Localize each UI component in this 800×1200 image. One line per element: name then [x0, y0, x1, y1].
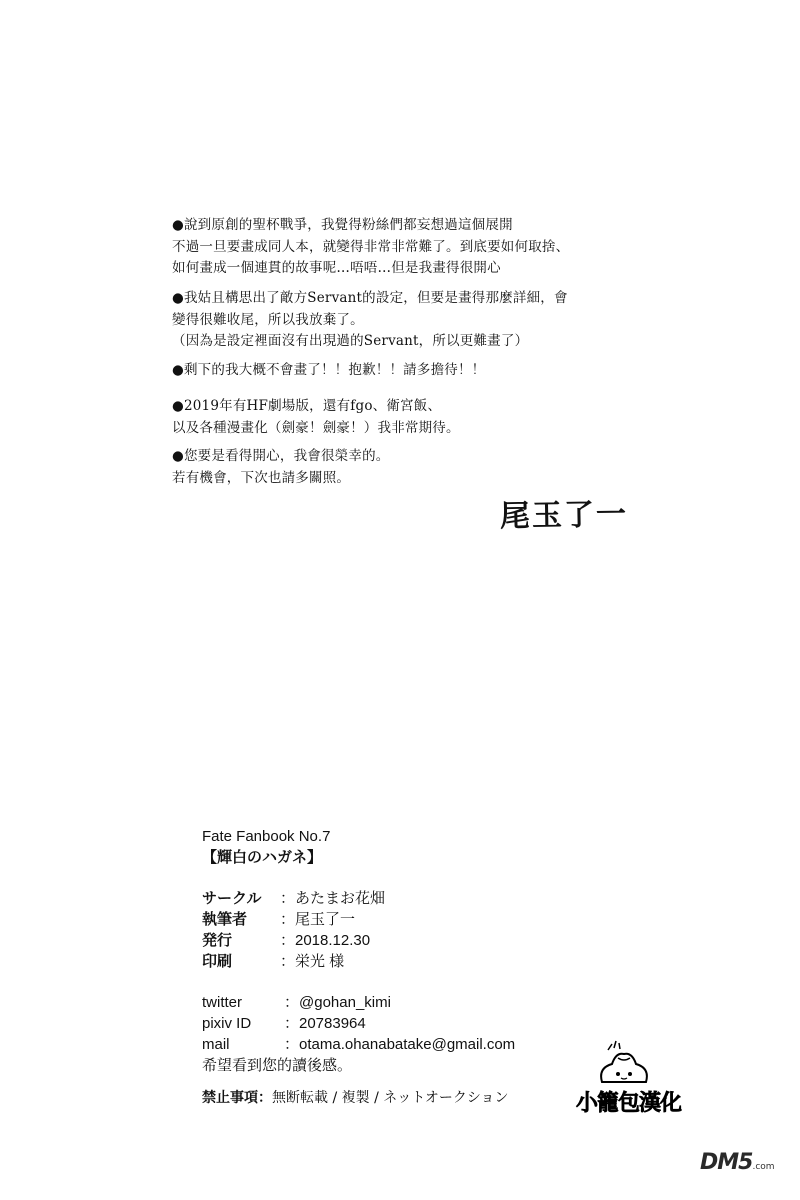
credit-value: ：栄光 様: [280, 953, 345, 970]
feedback-note: 希望看到您的讀後感。: [202, 1057, 353, 1074]
afterword-line: ●剩下的我大概不會畫了！！抱歉！！請多擔待！！: [172, 362, 486, 378]
afterword-line: （因為是設定裡面沒有出現過的Servant，所以更難畫了）: [172, 333, 529, 349]
dumpling-icon: [594, 1040, 654, 1090]
watermark-sub: .com: [752, 1162, 775, 1172]
afterword-line: 變得很難收尾，所以我放棄了。: [172, 311, 364, 328]
colophon: [202, 826, 622, 1076]
contact-row: [202, 1034, 622, 1055]
afterword-line: 如何畫成一個連貫的故事呢…唔唔…但是我畫得很開心: [172, 260, 501, 276]
afterword-paragraph: [172, 288, 642, 353]
afterword-line: 不過一旦要畫成同人本，就變得非常非常難了。到底要如何取捨、: [172, 238, 570, 255]
watermark-main: DM5: [700, 1150, 753, 1175]
afterword-paragraph: [172, 215, 642, 280]
credit-label: 印刷: [202, 953, 233, 970]
credit-row: [202, 951, 622, 972]
credit-row: [202, 888, 622, 909]
scanlation-group-logo: [572, 1040, 712, 1120]
contact-value: ：20783964: [284, 1015, 366, 1032]
book-title: 【輝白のハガネ】: [202, 849, 323, 866]
contact-row: [202, 992, 622, 1013]
prohibition-text: 無断転載 / 複製 / ネットオークション: [272, 1090, 509, 1106]
contacts-list: [202, 992, 622, 1055]
afterword-paragraph: [172, 446, 642, 489]
credit-label: サークル: [202, 890, 262, 907]
group-name: 小籠包漢化: [576, 1091, 682, 1116]
afterword-line: ●我姑且構思出了敵方Servant的設定，但要是畫得那麼詳細，會: [172, 290, 568, 306]
afterword-line: ●您要是看得開心，我會很榮幸的。: [172, 448, 390, 464]
credit-value: ：尾玉了一: [280, 911, 356, 928]
afterword-paragraph: [172, 396, 642, 439]
afterword-line: ●說到原創的聖杯戰爭，我覺得粉絲們都妄想過這個展開: [172, 217, 513, 233]
prohibition-label: 禁止事項：: [202, 1090, 272, 1106]
contact-value: ：@gohan_kimi: [284, 994, 391, 1011]
afterword-paragraph: [172, 360, 642, 382]
afterword-line: ●2019年有HF劇場版，還有fgo、衛宮飯、: [172, 398, 442, 414]
credit-value: ：あたまお花畑: [280, 890, 386, 907]
contact-row: [202, 1013, 622, 1034]
prohibition-notice: [202, 1087, 509, 1107]
afterword-line: 若有機會，下次也請多關照。: [172, 469, 351, 486]
credit-label: 発行: [202, 932, 233, 949]
contact-label: twitter: [202, 994, 243, 1011]
credits-list: [202, 888, 622, 972]
credit-row: [202, 930, 622, 951]
contact-label: pixiv ID: [202, 1015, 252, 1032]
book-series: Fate Fanbook No.7: [202, 828, 331, 845]
site-watermark: [700, 1150, 795, 1190]
handwritten-signature: 尾玉了一: [499, 496, 629, 535]
credit-value: ：2018.12.30: [280, 932, 371, 949]
afterword-line: 以及各種漫畫化（劍豪！劍豪！）我非常期待。: [172, 419, 460, 436]
credit-label: 執筆者: [202, 911, 248, 928]
credit-row: [202, 909, 622, 930]
contact-label: mail: [202, 1036, 230, 1053]
contact-value: ：otama.ohanabatake@gmail.com: [284, 1036, 516, 1053]
